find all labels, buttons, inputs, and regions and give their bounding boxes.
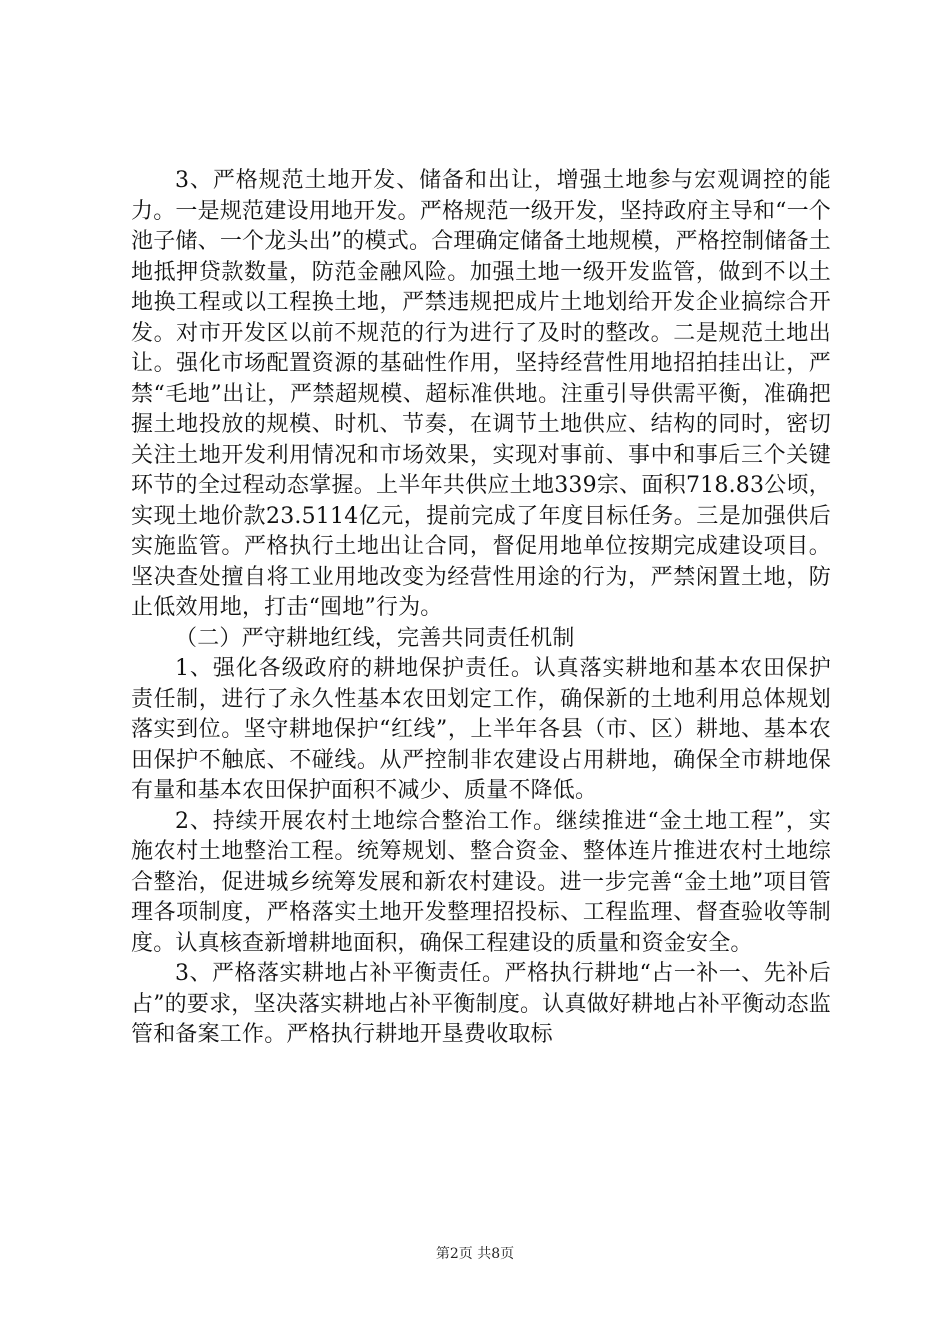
- paragraph-occupation-compensation-balance: 3、严格落实耕地占补平衡责任。严格执行耕地“占一补一、先补后占”的要求，坚决落实耕地占补平衡制度。认真做好耕地占补平衡动态监管和备案工作。严格执行耕地开垦费收取标: [131, 961, 831, 1047]
- paragraph-government-responsibility: 1、强化各级政府的耕地保护责任。认真落实耕地和基本农田保护责任制，进行了永久性基本农田划定工作，确保新的土地利用总体规划落实到位。坚守耕地保护“红线”，上半年各县（市、区）耕地、基本农田保护不触底、不碰线。从严控制非农建设占用耕地，确保全市耕地保有量和基本农田保护面积不减少、质量不降低。: [131, 656, 831, 803]
- document-body: [131, 166, 831, 1051]
- page-number-footer: 第2页 共8页: [435, 1246, 515, 1262]
- paragraph-land-development: 3、严格规范土地开发、储备和出让，增强土地参与宏观调控的能力。一是规范建设用地开发。严格规范一级开发，坚持政府主导和“一个池子储、一个龙头出”的模式。合理确定储备土地规模，严格控制储备土地抵押贷款数量，防范金融风险。加强土地一级开发监管，做到不以土地换工程或以工程换土地，严禁违规把成片土地划给开发企业搞综合开发。对市开发区以前不规范的行为进行了及时的整改。二是规范土地出让。强化市场配置资源的基础性作用，坚持经营性用地招拍挂出让，严禁“毛地”出让，严禁超规模、超标准供地。注重引导供需平衡，准确把握土地投放的规模、时机、节奏，在调节土地供应、结构的同时，密切关注土地开发利用情况和市场效果，实现对事前、事中和事后三个关键环节的全过程动态掌握。上半年共供应土地339宗、面积718.83公顷，实现土地价款23.5114亿元，提前完成了年度目标任务。三是加强供后实施监管。严格执行土地出让合同，督促用地单位按期完成建设项目。坚决查处擅自将工业用地改变为经营性用途的行为，严禁闲置土地，防止低效用地，打击“囤地”行为。: [131, 168, 831, 620]
- paragraph-rural-land-consolidation: 2、持续开展农村土地综合整治工作。继续推进“金土地工程”，实施农村土地整治工程。统筹规划、整合资金、整体连片推进农村土地综合整治，促进城乡统筹发展和新农村建设。进一步完善“金土地”项目管理各项制度，严格落实土地开发整理招投标、工程监理、督查验收等制度。认真核查新增耕地面积，确保工程建设的质量和资金安全。: [131, 808, 831, 956]
- section-heading-farmland-redline: （二）严守耕地红线，完善共同责任机制: [175, 625, 575, 651]
